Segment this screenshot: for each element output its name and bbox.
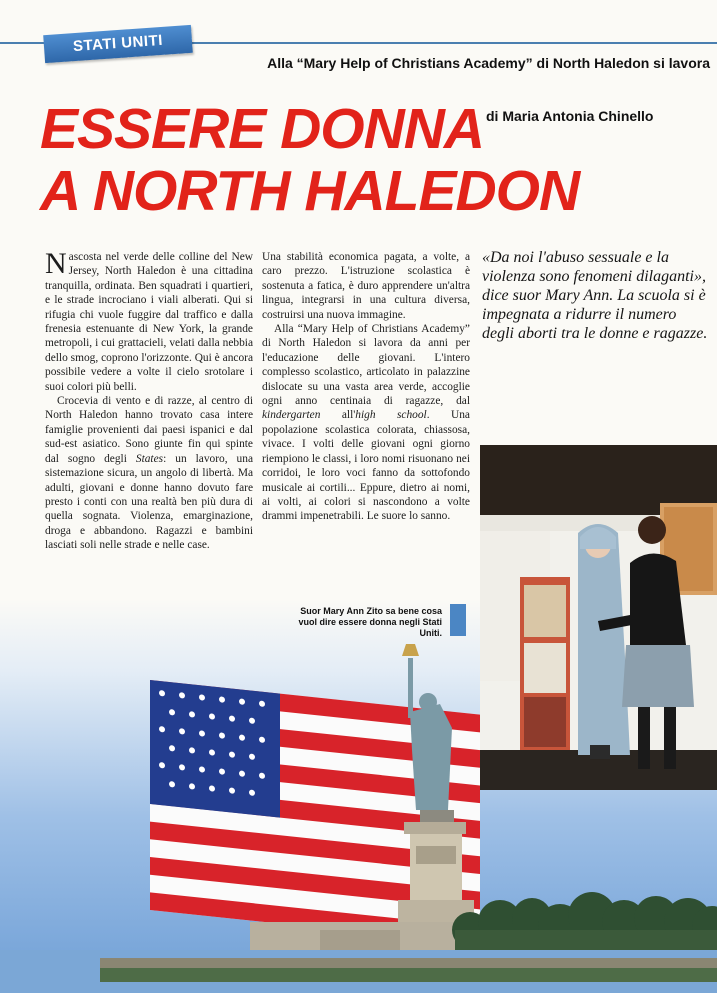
- caption-marker: [450, 604, 466, 636]
- title-line-2: A NORTH HALEDON: [40, 159, 580, 223]
- photo-caption: Suor Mary Ann Zito sa bene cosa vuol dire essere donna negli Stati Uniti.: [298, 606, 442, 638]
- paragraph: [262, 322, 470, 524]
- paragraph-text: Alla “Mary Help of Christians Academy” di North Haledon si lavora da anni per l'educazione delle giovani. L'intero complesso scolastico, articolato in palazzine dislocate su una vasta area verde, accoglie ogni anno centinaia di ragazze, dal: [262, 323, 470, 408]
- paragraph: [45, 394, 253, 552]
- paragraph-text: Crocevia di vento e di razze, al centro di North Haledon hanno trovato casa intere famiglie provenienti dai paesi ispanici e dal sud-est asiatico. Sono giunte fin qui spinte dal sogno degli: [45, 395, 253, 465]
- paragraph: [45, 247, 253, 394]
- drop-cap: N: [45, 247, 67, 280]
- emphasis: States: [135, 452, 164, 465]
- emphasis: high school: [355, 409, 427, 422]
- paragraph-text: : un lavoro, una sistemazione sicura, un angolo di libertà. Ma adulti, giovani e donne hanno dovuto fare presto i conti con una realtà ben più dura di quella sognata. Violenza, emarginazione, droga e abbandono. Ragazzi e bambini lasciati soli nelle strade e nelle case.: [45, 452, 253, 552]
- emphasis: kindergarten: [262, 409, 321, 422]
- island-shore: [100, 958, 717, 968]
- body-column-2: [262, 250, 470, 524]
- paragraph: [262, 250, 470, 322]
- section-tag: STATI UNITI: [43, 25, 193, 63]
- trees: [452, 892, 717, 960]
- pull-quote: «Da noi l'abuso sessuale e la violenza sono fenomeni dilaganti», dice suor Mary Ann. La scuola si è impegnata a ridurre il numero degli aborti tra le donne e ragazze.: [482, 249, 708, 342]
- byline: di Maria Antonia Chinello: [486, 108, 654, 124]
- paragraph-text: Una stabilità economica pagata, a volte, a caro prezzo. L'istruzione scolastica è sostenuta a fatica, è duro apprendere un'altra lingua, integrarsi in una cultura diversa, costruirsi una nuova immagine.: [262, 251, 470, 321]
- paragraph-text: ascosta nel verde delle colline del New Jersey, North Haledon è una cittadina tranquilla, ordinata. Ben squadrati i quartieri, e le strade incrociano i viali alberati. Qui si rifugia chi vuole fuggire dal traffico e dalla frenesia estenuante di New York, la grande metropoli, i cui grattacieli, velati dalla nebbia dello smog, coprono l'orizzonte. Qui è ancora possibile vedere a volte il cielo srotolare i suoi colori più belli.: [45, 251, 253, 393]
- photo-sister-and-student: [480, 445, 717, 790]
- kicker: Alla “Mary Help of Christians Academy” di North Haledon si lavora: [267, 55, 710, 71]
- title-line-1: ESSERE DONNA: [40, 97, 485, 161]
- body-column-1: [45, 247, 253, 553]
- paragraph-text: . Una popolazione scolastica colorata, chiassosa, vivace. I volti delle giovani ogni giorno riempiono le classi, i loro nomi risuonano nei corridoi, le loro voci fanno da sottofondo musicale ai cortili... Eppure, dietro ai nomi, ai volti, ai colori si nascondono a volte drammi impenetrabili. Le suore lo sanno.: [262, 409, 470, 523]
- paragraph-text: all': [320, 409, 356, 422]
